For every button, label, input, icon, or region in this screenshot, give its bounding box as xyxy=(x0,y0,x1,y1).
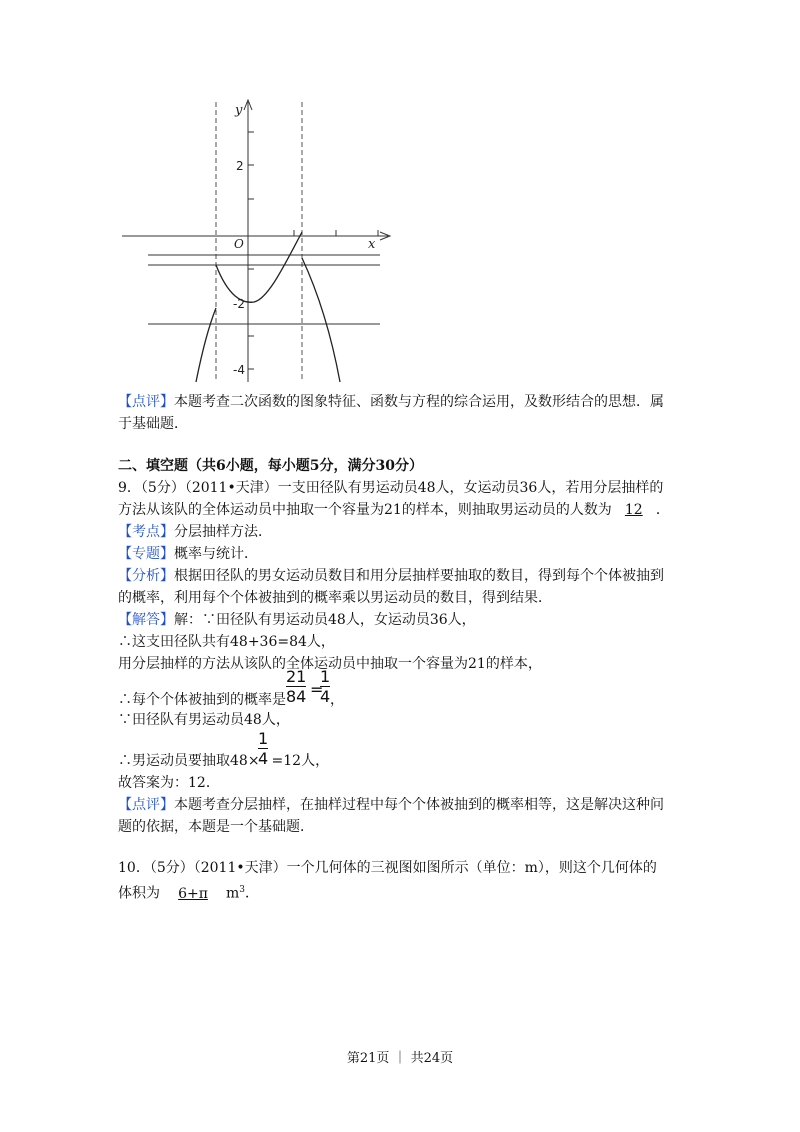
zhuanti-text: 概率与统计． xyxy=(174,546,258,562)
comment-text: 本题考查二次函数的图象特征、函数与方程的综合运用，及数形结合的思想．属 xyxy=(174,394,664,410)
fraction-1-4 xyxy=(320,667,330,706)
q9-dianping-line2: 题的依据，本题是一个基础题． xyxy=(118,819,314,835)
top-comment-line1 xyxy=(118,392,664,412)
origin-label: O xyxy=(234,237,244,251)
q9-jieda-line5: ∵田径队有男运动员48人， xyxy=(118,712,290,728)
q9-stem-line2 xyxy=(118,500,670,520)
jieda4-text: ∴每个个体被抽到的概率是 xyxy=(118,692,286,708)
curve-middle-parabola xyxy=(216,232,302,302)
x-axis-label: x xyxy=(368,237,376,252)
q9-zhuanti xyxy=(118,544,258,564)
jieda6-end: =12人， xyxy=(271,753,330,769)
q9-jieda-line6 xyxy=(118,751,329,771)
fraction-numerator: 1 xyxy=(320,667,331,686)
page-footer: 第21页 ｜ 共24页 xyxy=(346,1051,454,1066)
fraction-denominator: 84 xyxy=(286,687,307,706)
fraction-denominator: 4 xyxy=(258,749,269,768)
q9-dianping-line1 xyxy=(118,795,664,815)
y-axis-label: y xyxy=(235,103,243,118)
y-ticks xyxy=(248,132,254,369)
q9-stem-text: 方法从该队的全体运动员中抽取一个容量为21的样本，则抽取男运动员的人数为 xyxy=(118,502,612,518)
q9-fenxi-line2: 的概率，利用每个个体被抽到的概率乘以男运动员的数目，得到结果． xyxy=(118,590,552,606)
zhuanti-tag: 【专题】 xyxy=(118,546,174,562)
dianping-text: 本题考查分层抽样，在抽样过程中每个个体被抽到的概率相等，这是解决这种问 xyxy=(174,797,664,813)
fraction-numerator: 21 xyxy=(286,667,307,686)
q9-jieda-line1 xyxy=(118,610,476,630)
q10-unit-exponent: 3 xyxy=(239,885,246,895)
jieda6-text: ∴男运动员要抽取48× xyxy=(118,753,260,769)
fraction-numerator: 1 xyxy=(258,729,269,748)
tick-label-2: 2 xyxy=(236,159,244,173)
dianping-tag: 【点评】 xyxy=(118,797,174,813)
q10-stem-end: ． xyxy=(245,885,260,902)
kaodian-tag: 【考点】 xyxy=(118,524,174,540)
tick-label-neg2: -2 xyxy=(233,297,245,311)
x-ticks xyxy=(294,230,378,236)
comment-tag: 【点评】 xyxy=(118,394,174,410)
equals-sign: = xyxy=(310,680,324,699)
jieda-text: 解：∵田径队有男运动员48人，女运动员36人， xyxy=(174,612,476,628)
q10-stem-line1: 10．（5分）（2011•天津）一个几何体的三视图如图所示（单位：m），则这个几何体的 xyxy=(118,860,657,876)
q9-stem-line1: 9．（5分）（2011•天津）一支田径队有男运动员48人，女运动员36人，若用分层抽样的 xyxy=(118,480,664,496)
q9-kaodian xyxy=(118,522,272,542)
function-graph xyxy=(118,96,398,386)
kaodian-text: 分层抽样方法． xyxy=(174,524,272,540)
q10-answer: 6+π xyxy=(178,885,208,902)
curve-left-branch xyxy=(196,308,216,382)
q9-jieda-line2: ∴这支田径队共有48+36=84人， xyxy=(118,634,335,650)
q9-jieda-line4 xyxy=(118,690,286,710)
q9-jieda-line7: 故答案为：12． xyxy=(118,775,220,791)
jieda-tag: 【解答】 xyxy=(118,612,174,628)
q9-fenxi-line1 xyxy=(118,566,664,586)
q9-jieda-line3: 用分层抽样的方法从该队的全体运动员中抽取一个容量为21的样本， xyxy=(118,656,542,672)
q10-unit: m xyxy=(226,885,240,902)
q10-stem-line2 xyxy=(118,880,259,904)
q9-stem-end: ． xyxy=(655,502,670,518)
top-comment-line2: 于基础题． xyxy=(118,416,188,432)
curve-right-branch xyxy=(302,258,340,382)
tick-label-neg4: -4 xyxy=(233,363,245,377)
fenxi-text: 根据田径队的男女运动员数目和用分层抽样要抽取的数目，得到每个个体被抽到 xyxy=(174,568,664,584)
fraction-denominator: 4 xyxy=(320,687,331,706)
jieda4-end: ， xyxy=(330,692,344,708)
q9-answer: 12 xyxy=(624,502,643,518)
fraction-21-84 xyxy=(286,667,306,706)
section-title: 二、填空题（共6小题，每小题5分，满分30分） xyxy=(118,458,423,474)
q10-stem-text: 体积为 xyxy=(118,885,160,902)
fenxi-tag: 【分析】 xyxy=(118,568,174,584)
